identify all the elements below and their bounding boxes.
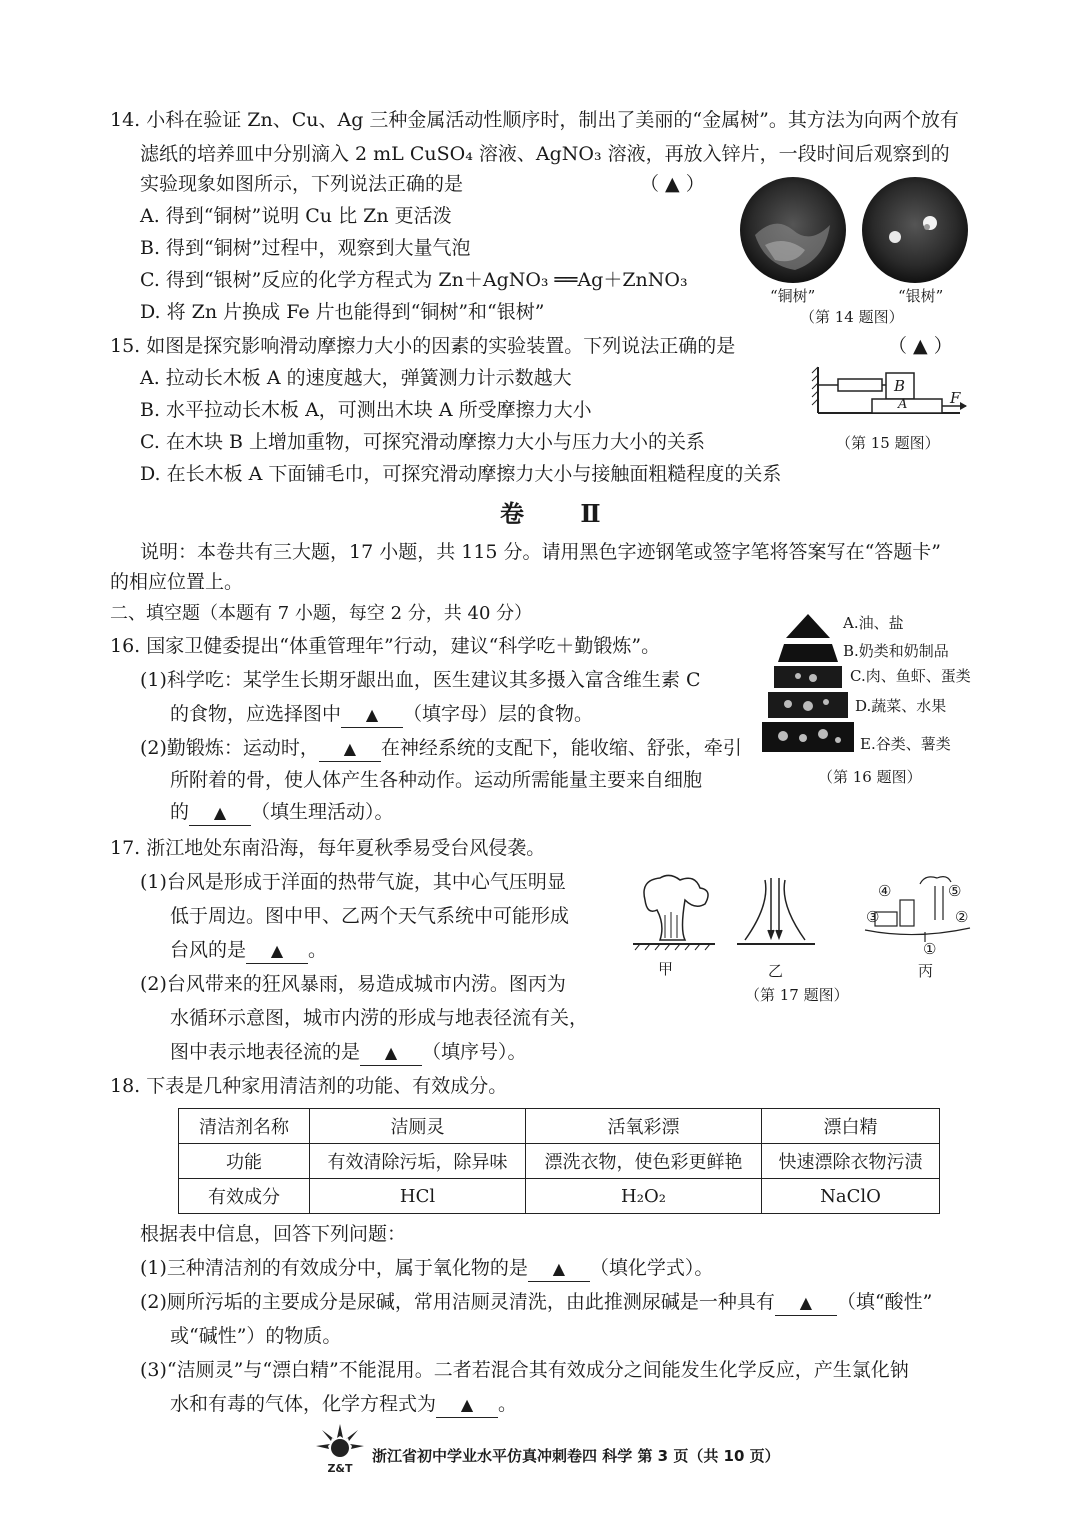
table-row	[179, 1144, 940, 1179]
q17-part2-line2: 水循环示意图，城市内涝的形成与地表径流有关，	[170, 1007, 589, 1029]
q15-figure-caption: （第 15 题图）	[836, 434, 940, 452]
q18-part2-line2: 或“碱性”）的物质。	[170, 1325, 342, 1347]
section-2-note-line2: 的相应位置上。	[110, 571, 244, 593]
table-cell: NaClO	[762, 1179, 940, 1214]
q18-blank-3[interactable]: ▲	[436, 1392, 498, 1418]
q16-stem: 16. 国家卫健委提出“体重管理年”行动，建议“科学吃＋勤锻炼”。	[110, 635, 661, 657]
q15-option-a: A. 拉动长木板 A 的速度越大，弹簧测力计示数越大	[140, 367, 572, 389]
q16-part1-line2: 的食物，应选择图中 ▲ （填字母）层的食物。	[170, 702, 593, 728]
q16-part2-line3: 的 ▲ （填生理活动）。	[170, 800, 394, 826]
q16-layer-e: E.谷类、薯类	[860, 735, 951, 753]
q14-option-a: A. 得到“铜树”说明 Cu 比 Zn 更活泼	[140, 205, 452, 227]
q14-option-c: C. 得到“银树”反应的化学方程式为 Zn＋AgNO₃ ══Ag＋ZnNO₃	[140, 269, 688, 291]
system-yi	[737, 878, 815, 944]
q15-stem: 15. 如图是探究影响滑动摩擦力大小的因素的实验装置。下列说法正确的是	[110, 335, 736, 357]
q17-blank-1[interactable]: ▲	[246, 938, 308, 964]
q16-layer-b: B.奶类和奶制品	[843, 642, 949, 660]
q18-cleaner-table	[178, 1108, 940, 1214]
q18-stem: 18. 下表是几种家用清洁剂的功能、有效成分。	[110, 1075, 508, 1097]
table-header-cell: 活氧彩漂	[526, 1109, 762, 1144]
q16-part2-line1: (2)勤锻炼：运动时， ▲ 在神经系统的支配下，能收缩、舒张，牵引	[140, 736, 742, 762]
q17-marker-5: ⑤	[948, 882, 962, 900]
table-header-cell: 漂白精	[762, 1109, 940, 1144]
q17-stem: 17. 浙江地处东南沿海，每年夏秋季易受台风侵袭。	[110, 837, 546, 859]
q16-blank-3[interactable]: ▲	[189, 800, 251, 826]
table-cell: 有效成分	[179, 1179, 310, 1214]
q16-blank-1[interactable]: ▲	[341, 702, 403, 728]
q15-label-f: F	[950, 389, 961, 407]
q18-intro: 根据表中信息，回答下列问题：	[140, 1223, 407, 1245]
silver-tree-dish	[862, 177, 968, 283]
q15-label-b: B	[894, 377, 906, 395]
q18-part3-line2: 水和有毒的气体，化学方程式为 ▲ 。	[170, 1392, 517, 1418]
q16-layer-d: D.蔬菜、水果	[855, 697, 947, 715]
table-cell: H₂O₂	[526, 1179, 762, 1214]
q16-part1-line1: (1)科学吃：某学生长期牙龈出血，医生建议其多摄入富含维生素 C	[140, 669, 701, 691]
q14-answer-bracket: （ ▲ ）	[640, 173, 705, 195]
q17-figure-caption: （第 17 题图）	[745, 986, 849, 1004]
part-2-title: 二、填空题（本题有 7 小题，每空 2 分，共 40 分）	[110, 603, 533, 624]
q14-stem-line1: 14. 小科在验证 Zn、Cu、Ag 三种金属活动性顺序时，制出了美丽的“金属树”。其方法为向两个放有	[110, 109, 959, 131]
q17-marker-1: ①	[923, 940, 937, 958]
q14-figure-caption: （第 14 题图）	[800, 308, 904, 326]
q15-option-d: D. 在长木板 A 下面铺毛巾，可探究滑动摩擦力大小与接触面粗糙程度的关系	[140, 463, 782, 485]
q16-layer-c: C.肉、鱼虾、蛋类	[850, 667, 971, 685]
table-header-cell: 洁厕灵	[310, 1109, 526, 1144]
q18-part1: (1)三种清洁剂的有效成分中，属于氧化物的是 ▲ （填化学式）。	[140, 1256, 713, 1282]
q15-answer-bracket: （ ▲ ）	[888, 335, 953, 357]
section-2-title: 卷 Ⅱ	[500, 499, 625, 528]
table-row	[179, 1179, 940, 1214]
q16-figure-caption: （第 16 题图）	[818, 768, 922, 786]
q18-blank-1[interactable]: ▲	[528, 1256, 590, 1282]
q17-label-yi: 乙	[768, 962, 784, 980]
q18-blank-2[interactable]: ▲	[775, 1290, 837, 1316]
q15-label-a: A	[898, 397, 908, 412]
spring-scale	[838, 379, 882, 391]
section-2-note-line1: 说明：本卷共有三大题，17 小题，共 115 分。请用黑色字迹钢笔或签字笔将答案写在“答题卡”	[140, 541, 941, 563]
q14-option-b: B. 得到“铜树”过程中，观察到大量气泡	[140, 237, 471, 259]
q14-metal-tree-photos	[735, 175, 975, 285]
table-header-row	[179, 1109, 940, 1144]
q17-marker-3: ③	[866, 908, 880, 926]
page-footer: 浙江省初中学业水平仿真冲刺卷四 科学 第 3 页（共 10 页）	[372, 1447, 780, 1465]
q17-marker-4: ④	[878, 882, 892, 900]
table-cell: 漂洗衣物，使色彩更鲜艳	[526, 1144, 762, 1179]
q17-marker-2: ②	[955, 908, 969, 926]
table-cell: HCl	[310, 1179, 526, 1214]
copper-tree-label: “铜树”	[770, 287, 816, 305]
table-cell: 功能	[179, 1144, 310, 1179]
q16-layer-a: A.油、盐	[843, 614, 904, 632]
q17-part1-line2: 低于周边。图中甲、乙两个天气系统中可能形成	[170, 905, 570, 927]
silver-tree-label: “银树”	[898, 287, 944, 305]
q15-friction-apparatus	[810, 365, 970, 425]
logo-text: Z&T	[327, 1462, 353, 1475]
publisher-logo	[312, 1420, 368, 1476]
system-jia	[633, 875, 715, 950]
q17-part2-line3: 图中表示地表径流的是 ▲ （填序号）。	[170, 1040, 527, 1066]
q15-option-c: C. 在木块 B 上增加重物，可探究滑动摩擦力大小与压力大小的关系	[140, 431, 705, 453]
q17-part1-line1: (1)台风是形成于洋面的热带气旋，其中心气压明显	[140, 871, 566, 893]
q14-option-d: D. 将 Zn 片换成 Fe 片也能得到“铜树”和“银树”	[140, 301, 545, 323]
q17-part1-line3: 台风的是 ▲ 。	[170, 938, 327, 964]
table-cell: 快速漂除衣物污渍	[762, 1144, 940, 1179]
q18-part3-line1: (3)“洁厕灵”与“漂白精”不能混用。二者若混合其有效成分之间能发生化学反应，产生氯化钠	[140, 1359, 909, 1381]
table-header-cell: 清洁剂名称	[179, 1109, 310, 1144]
q16-part2-line2: 所附着的骨，使人体产生各种动作。运动所需能量主要来自细胞	[170, 769, 703, 791]
q17-part2-line1: (2)台风带来的狂风暴雨，易造成城市内涝。图丙为	[140, 973, 566, 995]
q17-label-bing: 丙	[918, 962, 934, 980]
q18-part2-line1: (2)厕所污垢的主要成分是尿碱，常用洁厕灵清洗，由此推测尿碱是一种具有 ▲ （填“酸性”	[140, 1290, 932, 1316]
table-cell: 有效清除污垢，除异味	[310, 1144, 526, 1179]
q16-blank-2[interactable]: ▲	[319, 736, 381, 762]
q14-stem-line3: 实验现象如图所示，下列说法正确的是	[140, 173, 464, 195]
q14-stem-line2: 滤纸的培养皿中分别滴入 2 mL CuSO₄ 溶液、AgNO₃ 溶液，再放入锌片，一段时间后观察到的	[140, 143, 950, 165]
q17-blank-2[interactable]: ▲	[360, 1040, 422, 1066]
q15-option-b: B. 水平拉动长木板 A，可测出木块 A 所受摩擦力大小	[140, 399, 592, 421]
q17-label-jia: 甲	[658, 960, 674, 978]
